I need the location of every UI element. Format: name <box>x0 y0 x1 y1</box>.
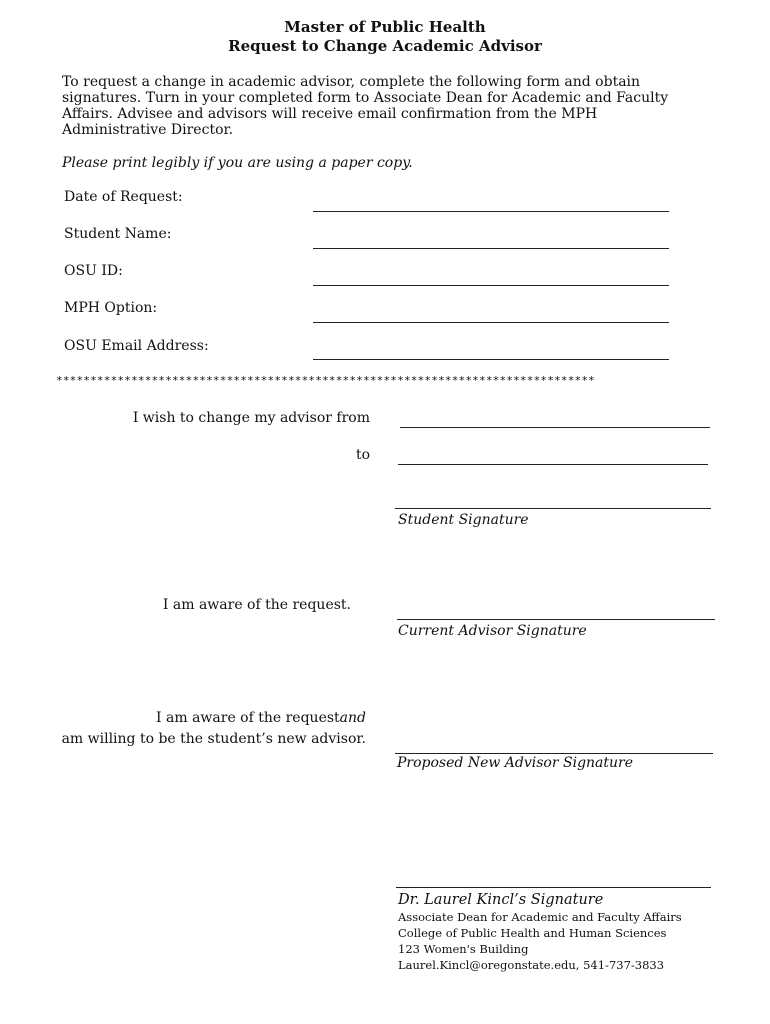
osu-id-field[interactable] <box>313 285 669 286</box>
current-advisor-signature-caption: Current Advisor Signature <box>398 623 587 639</box>
current-advisor-name-field[interactable] <box>400 427 710 428</box>
dean-title: Associate Dean for Academic and Faculty Affairs <box>398 910 682 924</box>
student-name-field[interactable] <box>313 248 669 249</box>
new-advisor-statement-and: and <box>339 710 366 726</box>
page-title: Master of Public Health <box>284 18 486 36</box>
current-advisor-signature-field[interactable] <box>397 619 715 620</box>
dean-contact: Laurel.Kincl@oregonstate.edu, 541-737-3833 <box>398 958 665 972</box>
osu-email-label: OSU Email Address: <box>64 338 209 354</box>
intro-paragraph: To request a change in academic advisor, complete the following form and obtain signatures. Turn in your completed form to Associate Dean for Academic and Faculty Affairs. Advisee and advisors will receive email confirmation from the MPH Administrative Director. <box>62 74 669 138</box>
date-of-request-label: Date of Request: <box>64 189 183 205</box>
change-from-label: I wish to change my advisor from <box>132 410 370 426</box>
change-to-label: to <box>355 447 370 463</box>
date-of-request-field[interactable] <box>313 211 669 212</box>
student-signature-field[interactable] <box>395 508 711 509</box>
proposed-advisor-signature-field[interactable] <box>395 753 713 754</box>
student-signature-caption: Student Signature <box>398 512 529 528</box>
osu-id-label: OSU ID: <box>64 263 123 279</box>
new-advisor-statement-line1 <box>60 710 366 726</box>
new-advisor-statement-text: I am aware of the request <box>156 710 340 726</box>
student-name-label: Student Name: <box>64 226 172 242</box>
current-advisor-statement: I am aware of the request. <box>162 597 351 613</box>
dean-signature-caption: Dr. Laurel Kincl’s Signature <box>398 892 604 908</box>
dean-address: 123 Women's Building <box>398 942 529 956</box>
separator-line: ******************************************************************************* <box>56 374 595 387</box>
page-subtitle: Request to Change Academic Advisor <box>228 37 542 55</box>
mph-option-label: MPH Option: <box>64 300 158 316</box>
dean-college: College of Public Health and Human Sciences <box>398 926 667 940</box>
dean-signature-field[interactable] <box>396 887 711 888</box>
proposed-advisor-signature-caption: Proposed New Advisor Signature <box>397 755 634 771</box>
mph-option-field[interactable] <box>313 322 669 323</box>
print-note: Please print legibly if you are using a paper copy. <box>62 155 413 171</box>
new-advisor-statement-line2: am willing to be the student’s new advisor. <box>61 731 366 747</box>
osu-email-field[interactable] <box>313 359 669 360</box>
new-advisor-name-field[interactable] <box>398 464 708 465</box>
